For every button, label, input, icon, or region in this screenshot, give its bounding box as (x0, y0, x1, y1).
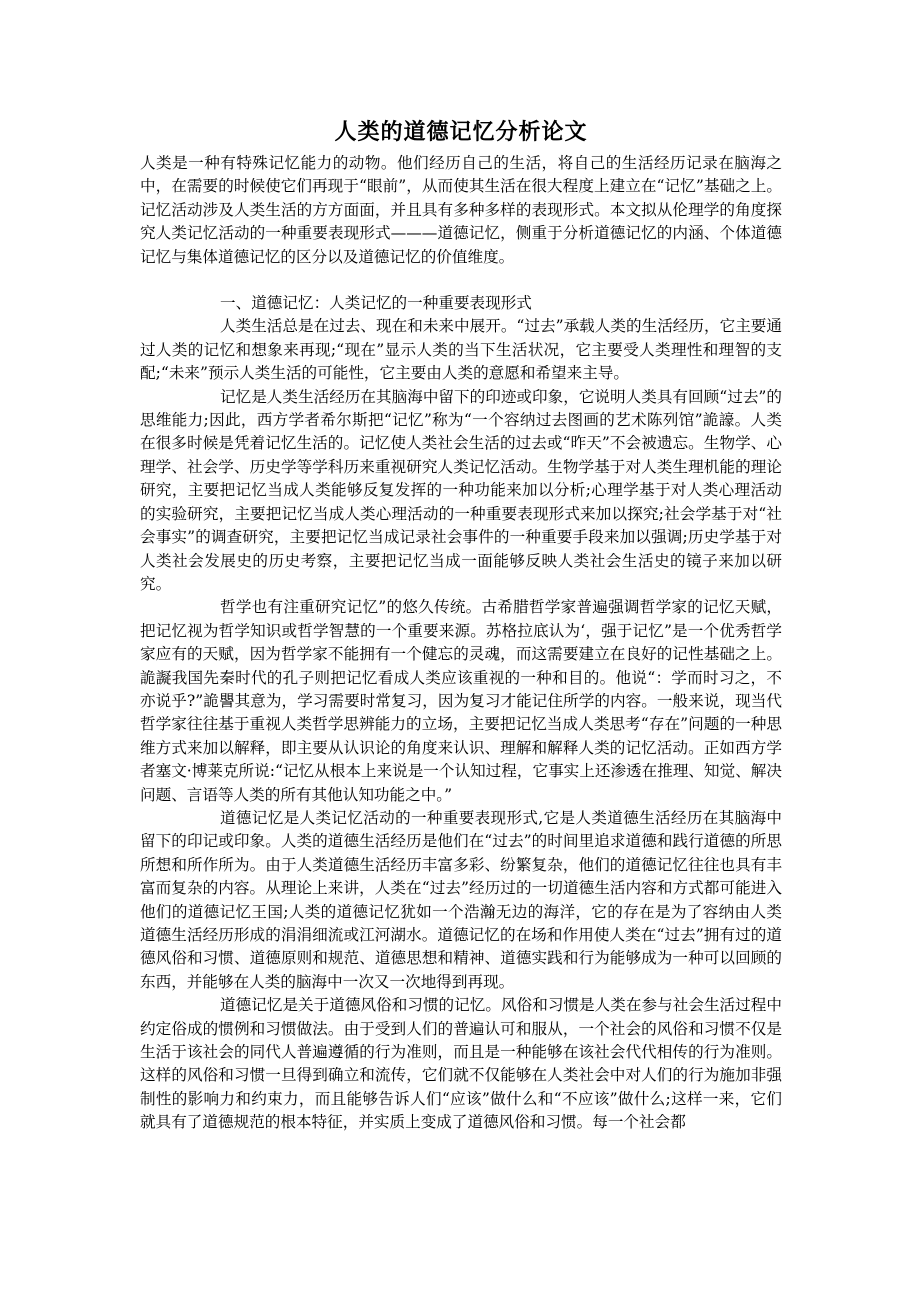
body-paragraph: 哲学也有注重研究记忆”的悠久传统。古希腊哲学家普遍强调哲学家的记忆天赋，把记忆视为哲学知识或哲学智慧的一个重要来源。苏格拉底认为‘，强于记忆”是一个优秀哲学家应有的天赋，因为哲学家不能拥有一个健忘的灵魂，而这需要建立在良好的记性基础之上。詭譺我国先秦时代的孔子则把记忆看成人类应该重视的一种和目的。他说“：学而时习之，不亦说乎?”詭譻其意为，学习需要时常复习，因为复习才能记住所学的内容。一般来说，现当代哲学家往往基于重视人类哲学思辨能力的立场，主要把记忆当成人类思考“存在”问题的一种思维方式来加以解释，即主要从认识论的角度来认识、理解和解释人类的记忆活动。正如西方学者塞文·博莱克所说:“记忆从根本上来说是一个认知过程，它事实上还渗透在推理、知觉、解决问题、言语等人类的所有其他认知功能之中。” (140, 598, 782, 804)
paragraph-spacer (140, 269, 782, 292)
document-page (140, 118, 782, 1135)
document-title: 人类的道德记忆分析论文 (334, 120, 588, 145)
body-paragraph: 道德记忆是人类记忆活动的一种重要表现形式,它是人类道德生活经历在其脑海中留下的印记或印象。人类的道德生活经历是他们在“过去”的时间里追求道德和践行道德的所思所想和所作所为。由于人类道德生活经历丰富多彩、纷繁复杂，他们的道德记忆往往也具有丰富而复杂的内容。从理论上来讲，人类在“过去”经历过的一切道德生活内容和方式都可能进入他们的道德记忆王国;人类的道德记忆犹如一个浩瀚无边的海洋，它的存在是为了容纳由人类道德生活经历形成的涓涓细流或江河湖水。道德记忆的在场和作用使人类在“过去”拥有过的道德风俗和习惯、道德原则和规范、道德思想和精神、道德实践和行为能够成为一种可以回顾的东西，并能够在人类的脑海中一次又一次地得到再现。 (140, 808, 782, 991)
body-paragraph: 道德记忆是关于道德风俗和习惯的记忆。风俗和习惯是人类在参与社会生活过程中约定俗成的惯例和习惯做法。由于受到人们的普遍认可和服从，一个社会的风俗和习惯不仅是生活于该社会的同代人普遍遵循的行为准则，而且是一种能够在该社会代代相传的行为准则。这样的风俗和习惯一旦得到确立和流传，它们就不仅能够在人类社会中对人们的行为施加非强制性的影响力和约束力，而且能够告诉人们“应该”做什么和“不应该”做什么;这样一来，它们就具有了道德规范的根本特征，并实质上变成了道德风俗和习惯。每一个社会都 (140, 996, 782, 1132)
abstract-paragraph: 人类是一种有特殊记忆能力的动物。他们经历自己的生活，将自己的生活经历记录在脑海之中，在需要的时候使它们再现于“眼前”，从而使其生活在很大程度上建立在“记忆”基础之上。记忆活动涉及人类生活的方方面面，并且具有多种多样的表现形式。本文拟从伦理学的角度探究人类记忆活动的一种重要表现形式———道德记忆，侧重于分析道德记忆的内涵、个体道德记忆与集体道德记忆的区分以及道德记忆的价值维度。 (140, 154, 782, 266)
body-paragraph: 人类生活总是在过去、现在和未来中展开。“过去”承载人类的生活经历，它主要通过人类的记忆和想象来再现;“现在”显示人类的当下生活状况，它主要受人类理性和理智的支配;“未来”预示人类生活的可能性，它主要由人类的意愿和希望来主导。 (140, 317, 782, 383)
section-heading: 一、道德记忆：人类记忆的一种重要表现形式 (220, 294, 532, 313)
body-paragraph: 记忆是人类生活经历在其脑海中留下的印迹或印象，它说明人类具有回顾“过去”的思维能力;因此，西方学者希尔斯把“记忆”称为“一个容纳过去图画的艺术陈列馆”詭譹。人类在很多时候是凭着记忆生活的。记忆使人类社会生活的过去或“昨天”不会被遗忘。生物学、心理学、社会学、历史学等学科历来重视研究人类记忆活动。生物学基于对人类生理机能的理论研究，主要把记忆当成人类能够反复发挥的一种功能来加以分析;心理学基于对人类心理活动的实验研究，主要把记忆当成人类心理活动的一种重要表现形式来加以探究;社会学基于对“社会事实”的调查研究，主要把记忆当成记录社会事件的一种重要手段来加以强调;历史学基于对人类社会发展史的历史考察，主要把记忆当成一面能够反映人类社会生活史的镜子来加以研究。 (140, 387, 782, 593)
